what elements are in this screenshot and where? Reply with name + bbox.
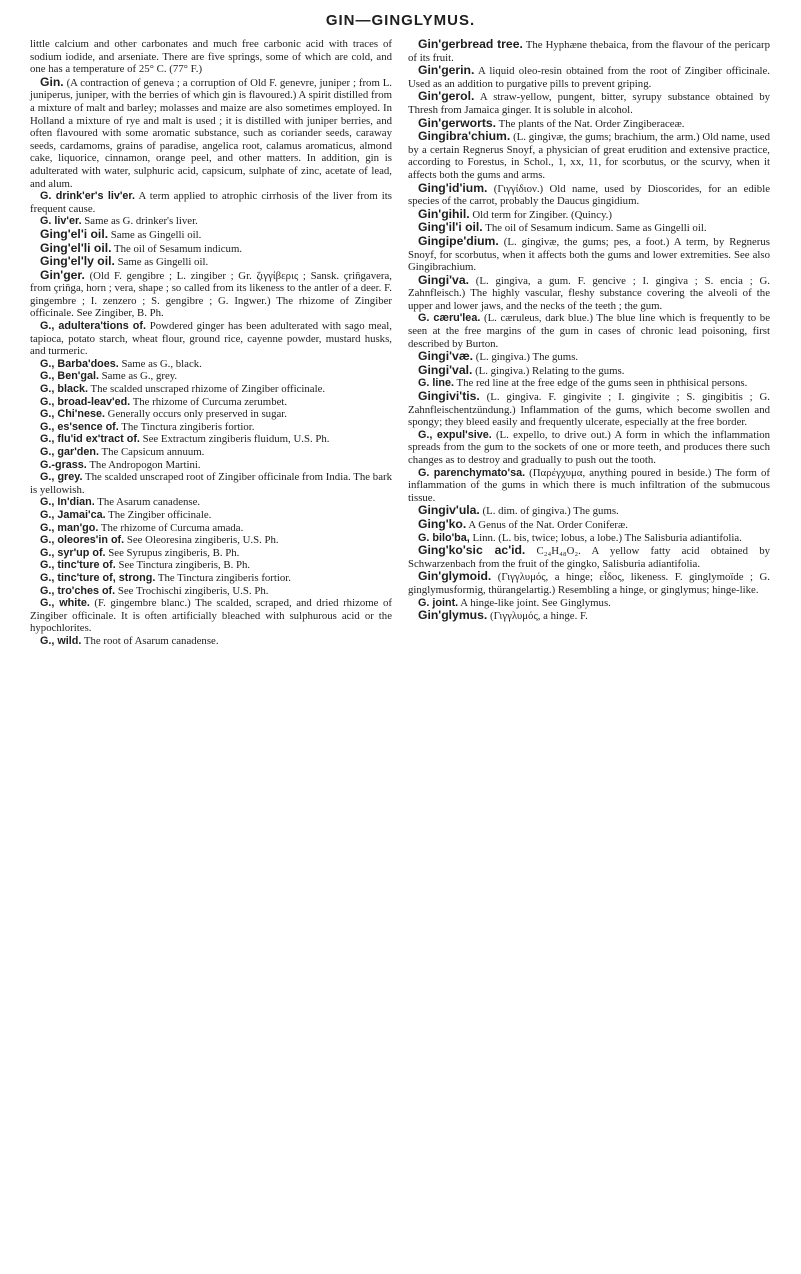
entry-headword: Ging'id'ium. xyxy=(418,180,488,195)
entry-definition: See Oleoresina zingiberis, U.S. Ph. xyxy=(126,534,279,547)
dictionary-entry xyxy=(408,312,770,350)
dictionary-entry xyxy=(30,383,392,396)
entry-headword: G.-grass. xyxy=(40,458,87,471)
entry-definition: (Γιγγλυμός, a hinge; εἶδος, likeness. F. ginglymoïde ; G. ginglymusformig, thürangelartig.) Resembling a hinge, or ginglymus; hinge-like. xyxy=(408,571,771,596)
entry-headword: G., broad-leav'ed. xyxy=(40,395,131,408)
entry-definition: The rhizome of Curcuma amada. xyxy=(100,521,244,534)
dictionary-entry xyxy=(30,547,392,560)
entry-definition: Powdered ginger has been adulterated with sago meal, tapioca, potato starch, wheat flour, ground rice, cayenne powder, mustard husks, and turmeric. xyxy=(30,320,393,358)
entry-definition: Same as G., black. xyxy=(121,357,202,370)
dictionary-entry xyxy=(30,471,392,496)
entry-headword: Ging'el'ly oil. xyxy=(40,254,115,269)
entry-headword: G., man'go. xyxy=(40,521,99,534)
entry-definition: The Zingiber officinale. xyxy=(108,508,212,521)
entry-definition: The Hyphæne thebaica, from the flavour of the pericarp of its fruit. xyxy=(408,39,770,64)
dictionary-entry xyxy=(408,221,770,235)
entry-headword: Gin'gerbread tree. xyxy=(418,37,523,51)
entry-definition: (L. gingiva. F. gingivite ; I. gingivite ; S. gingibitis ; G. Zahnfleischentzündung.) Inflammation of the gums, which become swollen and spongy; they bleed easily and frequently ulcerate, especially at the free border. xyxy=(408,391,770,429)
entry-definition: (L. gingivæ, the gums; pes, a foot.) A term, by Regnerus Snoyf, for scorbutus, when it affects both the gums and lower extremities. See also Gingibrachium. xyxy=(408,235,771,274)
entry-headword: Gin'gerin. xyxy=(418,63,475,78)
entry-headword: G., gar'den. xyxy=(40,446,99,458)
entry-definition: (Old F. gengibre ; L. zingiber ; Gr. ζιγγίβερις ; Sansk. çrin̄gavera, from çrin̄ga, horn ; vera, shape ; so called from its likeness to the antler of a deer. F. gingembre ; I. zenzero ; S. gengibre ; G. Ingwer.) The rhizome of Zingiber officinale. See Zingiber, B. Ph. xyxy=(30,269,392,320)
entry-headword: Gin'ger. xyxy=(40,267,85,282)
entry-headword: Gingivi'tis. xyxy=(418,389,480,404)
entry-headword: G. joint. xyxy=(418,596,459,609)
dictionary-entry xyxy=(30,496,392,509)
entry-headword: Ging'ko'sic ac'id. xyxy=(418,543,526,558)
entry-headword: G., white. xyxy=(40,597,90,610)
entry-headword: G., expul'sive. xyxy=(418,428,492,441)
dictionary-entry xyxy=(30,635,392,648)
entry-definition: A hinge-like joint. See Ginglymus. xyxy=(460,596,611,609)
dictionary-entry xyxy=(30,255,392,269)
entry-definition: The oil of Sesamum indicum. Same as Gingelli oil. xyxy=(485,222,707,235)
dictionary-entry xyxy=(30,597,392,635)
left-column xyxy=(30,38,392,648)
entry-headword: G., Jamai'ca. xyxy=(40,508,106,521)
dictionary-entry xyxy=(408,570,770,596)
entry-headword: G., oleores'in of. xyxy=(40,534,125,547)
entry-headword: G. liv'er. xyxy=(40,215,82,228)
right-column xyxy=(408,38,770,623)
entry-definition: The plants of the Nat. Order Zingiberaceæ. xyxy=(498,117,685,130)
dictionary-entry xyxy=(408,235,770,274)
dictionary-entry xyxy=(408,182,770,208)
entry-definition: Old term for Zingiber. (Quincy.) xyxy=(472,208,612,221)
page-header: GIN—GINGLYMUS. xyxy=(325,12,476,29)
dictionary-entry xyxy=(30,358,392,371)
entry-headword: G. bilo'ba, xyxy=(418,531,470,544)
dictionary-entry xyxy=(408,274,770,313)
dictionary-entry xyxy=(30,38,392,76)
entry-definition: (L. expello, to drive out.) A form in which the inflammation spreads from the gum to the sockets of one or more teeth, and produces there such changes as to destroy and gradually to push out the tooth. xyxy=(408,428,770,466)
dictionary-entry xyxy=(408,518,770,532)
entry-definition: See Trochischi zingiberis, U.S. Ph. xyxy=(117,584,269,597)
entry-definition: C₂₄H₄₈O₂. A yellow fatty acid obtained by Schwarzenbach from the fruit of the gingko, Salisburia adiantifolia. xyxy=(408,545,770,570)
dictionary-entry xyxy=(408,390,770,429)
entry-definition: little calcium and other carbonates and much free carbonic acid with traces of sodium iodide, and arseniate. There are five springs, some of which are cold, and one has a temperature of 25° C. (77° F.) xyxy=(30,38,392,76)
entry-headword: Gin'gerworts. xyxy=(418,115,497,130)
entry-headword: Gingi'val. xyxy=(418,362,473,377)
entry-headword: G., Ben'gal. xyxy=(40,370,99,383)
entry-headword: Ging'el'i oil. xyxy=(40,226,109,241)
dictionary-entry xyxy=(408,117,770,131)
dictionary-entry xyxy=(30,269,392,320)
entry-definition: The red line at the free edge of the gums seen in phthisical persons. xyxy=(456,377,748,390)
entry-headword: G., Barba'does. xyxy=(40,357,119,370)
entry-definition: (Γιγγλυμός, a hinge. F. xyxy=(489,610,588,623)
entry-headword: Gingi'va. xyxy=(418,272,469,287)
entry-definition: Linn. (L. bis, twice; lobus, a lobe.) The Salisburia adiantifolia. xyxy=(472,531,742,544)
entry-headword: Gingipe'dium. xyxy=(418,233,499,248)
entry-headword: G., black. xyxy=(40,383,89,396)
entry-definition: The Tinctura zingiberis fortior. xyxy=(157,571,292,584)
entry-headword: G., es'sence of. xyxy=(40,420,119,433)
entry-definition: (L. gingiva.) The gums. xyxy=(475,351,579,364)
entry-definition: (Γιγγίδιον.) Old name, used by Dioscorides, for an edible species of the carrot, probably the Daucus gingidium. xyxy=(408,182,770,208)
entry-headword: G., tro'ches of. xyxy=(40,584,116,597)
entry-definition: The scalded unscraped rhizome of Zingiber officinale. xyxy=(90,383,326,396)
entry-definition: A straw-yellow, pungent, bitter, syrupy substance obtained by Thresh from Jamaica ginger. It is soluble in alcohol. xyxy=(408,91,770,116)
entry-headword: Gin'glymoid. xyxy=(418,569,492,584)
entry-headword: Ging'il'i oil. xyxy=(418,220,483,235)
entry-definition: The Asarum canadense. xyxy=(97,496,201,509)
dictionary-entry xyxy=(408,544,770,570)
dictionary-entry xyxy=(408,208,770,222)
dictionary-entry xyxy=(30,320,392,358)
entry-definition: The Capsicum annuum. xyxy=(101,446,205,458)
entry-headword: Ging'el'li oil. xyxy=(40,240,112,255)
entry-definition: A term applied to atrophic cirrhosis of the liver from its frequent cause. xyxy=(30,190,392,215)
entry-headword: G. drink'er's liv'er. xyxy=(40,190,136,203)
dictionary-entry xyxy=(30,459,392,472)
entry-definition: (L. cæruleus, dark blue.) The blue line which is frequently to be seen at the free margins of the gum in cases of chronic lead poisoning, first described by Burton. xyxy=(408,312,770,350)
entry-definition: The oil of Sesamum indicum. xyxy=(114,242,243,255)
entry-headword: G. line. xyxy=(418,377,454,390)
entry-headword: Gin. xyxy=(40,74,64,89)
entry-definition: The rhizome of Curcuma zerumbet. xyxy=(132,395,288,408)
entry-definition: Generally occurs only preserved in sugar. xyxy=(107,408,287,421)
dictionary-entry xyxy=(408,130,770,181)
entry-headword: Gingi'væ. xyxy=(418,349,474,364)
entry-headword: G., syr'up of. xyxy=(40,546,106,559)
entry-definition: A liquid oleo-resin obtained from the root of Zingiber officinale. Used as an addition to purgative pills to prevent griping. xyxy=(408,65,770,90)
entry-headword: G., flu'id ex'tract of. xyxy=(40,433,140,446)
dictionary-entry xyxy=(408,64,770,90)
entry-headword: G. parenchymato'sa. xyxy=(418,466,526,479)
entry-headword: Gingibra'chium. xyxy=(418,129,511,144)
entry-definition: (L. gingivæ, the gums; brachium, the arm.) Old name, used by a certain Regnerus Snoyf, a physician of great erudition and extensive practice, according to Forestus, in Schol., 1, xx, 11, for scorbutus, or the scurvy, when it affects both the gums and arms. xyxy=(408,131,770,181)
entry-definition: A Genus of the Nat. Order Coniferæ. xyxy=(468,518,628,531)
dictionary-entry xyxy=(30,433,392,446)
dictionary-entry xyxy=(30,421,392,434)
entry-definition: (L. dim. of gingiva.) The gums. xyxy=(482,505,619,518)
entry-definition: Same as Gingelli oil. xyxy=(110,228,202,241)
entry-definition: Same as Gingelli oil. xyxy=(117,256,209,269)
dictionary-entry xyxy=(30,190,392,215)
dictionary-entry xyxy=(408,609,770,623)
dictionary-entry xyxy=(30,509,392,522)
entry-definition: See Extractum zingiberis fluidum, U.S. Ph. xyxy=(142,433,330,446)
dictionary-entry xyxy=(30,408,392,421)
entry-headword: G., tinc'ture of, strong. xyxy=(40,571,156,584)
entry-headword: G. cæru'lea. xyxy=(418,312,481,325)
entry-definition: (Παρέγχυμα, anything poured in beside.) The form of inflammation of the gums in which there is much infiltration of the submucous tissue. xyxy=(408,466,770,504)
entry-definition: The scalded unscraped root of Zingiber officinale from India. The bark is yellowish. xyxy=(30,471,392,496)
dictionary-entry xyxy=(30,522,392,535)
dictionary-entry xyxy=(408,429,770,467)
dictionary-entry xyxy=(30,559,392,572)
dictionary-entry xyxy=(30,572,392,585)
entry-headword: G., In'dian. xyxy=(40,496,95,509)
entry-headword: G., tinc'ture of. xyxy=(40,559,116,572)
dictionary-entry xyxy=(408,90,770,116)
dictionary-entry xyxy=(408,364,770,378)
entry-headword: Gin'glymus. xyxy=(418,608,488,623)
entry-definition: (L. gingiva, a gum. F. gencive ; I. gingiva ; S. encia ; G. Zahnfleisch.) The highly vascular, fleshy substance covering the alveoli of the upper and lower jaws, and the necks of the teeth ; the gum. xyxy=(408,274,770,312)
entry-definition: Same as G., grey. xyxy=(101,370,178,383)
dictionary-entry xyxy=(30,228,392,242)
entry-definition: See Tinctura zingiberis, B. Ph. xyxy=(118,559,251,572)
entry-headword: Gingiv'ula. xyxy=(418,503,480,518)
entry-headword: Gin'gerol. xyxy=(418,89,475,104)
dictionary-entry xyxy=(30,534,392,547)
entry-headword: G., adultera'tions of. xyxy=(40,320,147,333)
dictionary-entry xyxy=(408,350,770,364)
entry-definition: (A contraction of geneva ; a corruption of Old F. genevre, juniper ; from L. juniperus, juniper, with the berries of which gin is flavoured.) A spirit distilled from a mixture of malt and barley; molasses and maize are also sometimes employed. In Holland a mixture of rye and malt is used ; it is distilled with juniper berries, and often flavoured with some aromatic substance, such as coriander seeds, caraway seeds, cardamoms, grains of paradise, angelica root, calamus aromaticus, almond cake, liquorice, cinnamon, orange peel, and other matters. In addition, gin is adulterated with water, sulphuric acid, capsicum, sulphate of zinc, acetate of lead, and alum. xyxy=(30,76,392,190)
entry-definition: Same as G. drinker's liver. xyxy=(84,215,198,228)
entry-definition: The Tinctura zingiberis fortior. xyxy=(121,420,255,433)
dictionary-entry xyxy=(408,38,770,64)
dictionary-entry xyxy=(30,242,392,256)
dictionary-entry xyxy=(30,396,392,409)
entry-definition: The Andropogon Martini. xyxy=(89,458,201,471)
dictionary-entry xyxy=(30,76,392,190)
entry-definition: See Syrupus zingiberis, B. Ph. xyxy=(108,546,240,559)
entry-definition: The root of Asarum canadense. xyxy=(83,634,219,647)
entry-definition: (L. gingiva.) Relating to the gums. xyxy=(475,364,625,377)
dictionary-entry xyxy=(408,467,770,505)
entry-headword: G., Chi'nese. xyxy=(40,408,105,421)
entry-headword: G., grey. xyxy=(40,471,83,484)
entry-headword: Gin'gihil. xyxy=(418,206,470,221)
dictionary-entry xyxy=(30,585,392,598)
entry-definition: (F. gingembre blanc.) The scalded, scraped, and dried rhizome of Zingiber officinale. It is often artificially bleached with sulphurous acid or the hypochlorites. xyxy=(30,597,392,635)
dictionary-entry xyxy=(408,504,770,518)
dictionary-entry xyxy=(30,370,392,383)
entry-headword: Ging'ko. xyxy=(418,516,467,531)
dictionary-entry xyxy=(30,446,392,459)
entry-headword: G., wild. xyxy=(40,634,82,647)
